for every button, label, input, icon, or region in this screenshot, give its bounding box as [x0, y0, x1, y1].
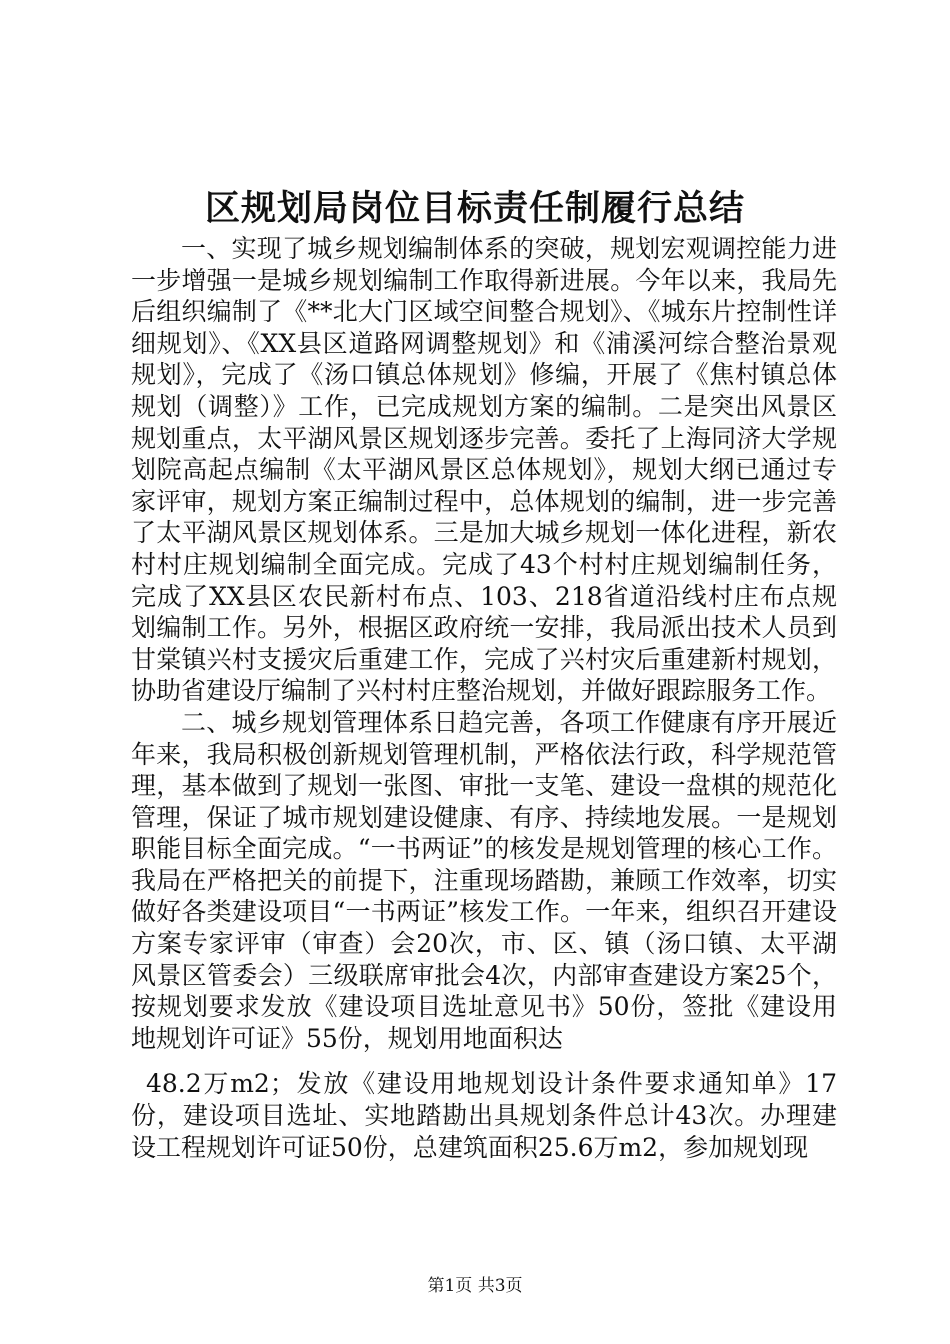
document-body	[131, 233, 837, 1163]
document-title: 区规划局岗位目标责任制履行总结	[204, 188, 745, 229]
paragraph: 一、实现了城乡规划编制体系的突破，规划宏观调控能力进一步增强一是城乡规划编制工作取得新进展。今年以来，我局先后组织编制了《**北大门区域空间整合规划》、《城东片控制性详细规划》、《XX县区道路网调整规划》和《浦溪河综合整治景观规划》，完成了《汤口镇总体规划》修编，开展了《焦村镇总体规划（调整）》工作，已完成规划方案的编制。二是突出风景区规划重点，太平湖风景区规划逐步完善。委托了上海同济大学规划院高起点编制《太平湖风景区总体规划》，规划大纲已通过专家评审，规划方案正编制过程中，总体规划的编制，进一步完善了太平湖风景区规划体系。三是加大城乡规划一体化进程，新农村村庄规划编制全面完成。完成了43个村村庄规划编制任务，完成了XX县区农民新村布点、103、218省道沿线村庄布点规划编制工作。另外，根据区政府统一安排，我局派出技术人员到甘棠镇兴村支援灾后重建工作，完成了兴村灾后重建新村规划，协助省建设厅编制了兴村村庄整治规划，并做好跟踪服务工作。	[131, 234, 837, 706]
page-number-footer: 第1页 共3页	[427, 1276, 523, 1296]
paragraph: 48.2万m2；发放《建设用地规划设计条件要求通知单》17份，建设项目选址、实地踏勘出具规划条件总计43次。办理建设工程规划许可证50份，总建筑面积25.6万m2，参加规划现	[131, 1069, 837, 1162]
paragraph: 二、城乡规划管理体系日趋完善，各项工作健康有序开展近年来，我局积极创新规划管理机制，严格依法行政，科学规范管理，基本做到了规划一张图、审批一支笔、建设一盘棋的规范化管理，保证了城市规划建设健康、有序、持续地发展。一是规划职能目标全面完成。“一书两证”的核发是规划管理的核心工作。我局在严格把关的前提下，注重现场踏勘，兼顾工作效率，切实做好各类建设项目“一书两证”核发工作。一年来，组织召开建设方案专家评审（审查）会20次，市、区、镇（汤口镇、太平湖风景区管委会）三级联席审批会4次，内部审查建设方案25个，按规划要求发放《建设项目选址意见书》50份，签批《建设用地规划许可证》55份，规划用地面积达	[131, 707, 837, 1053]
